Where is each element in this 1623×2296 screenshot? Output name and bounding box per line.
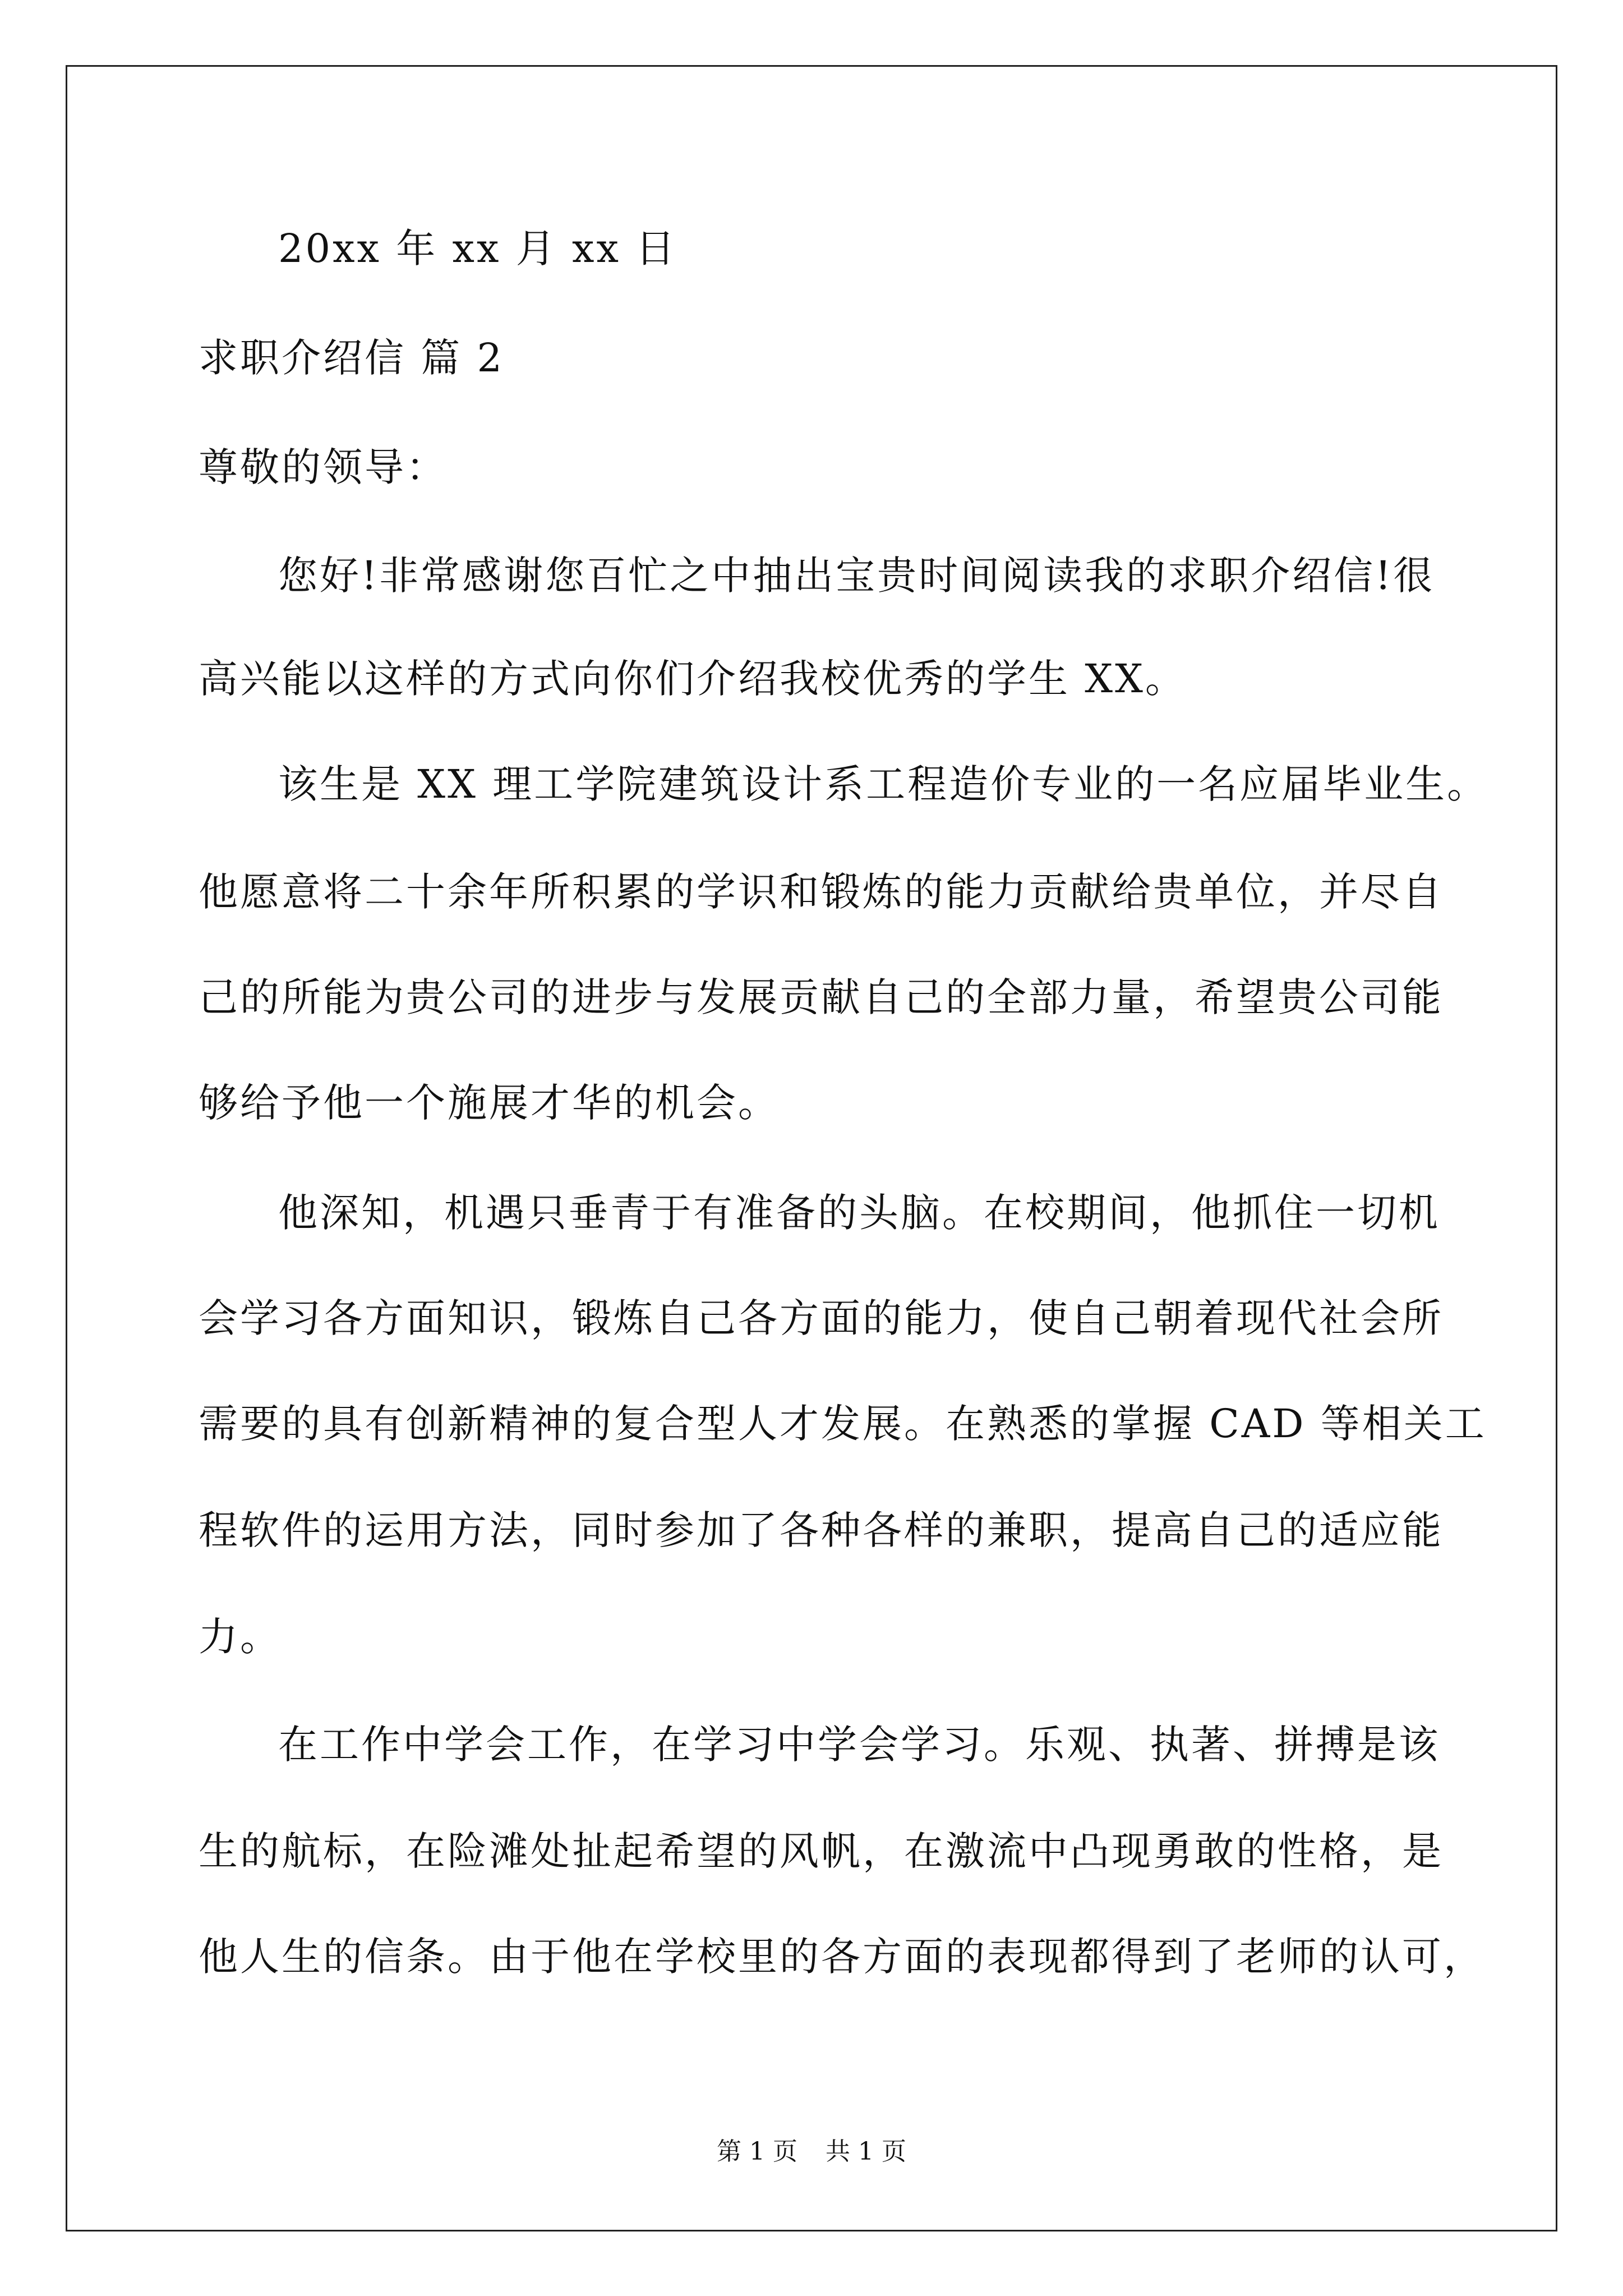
body-line: 您好!非常感谢您百忙之中抽出宝贵时间阅读我的求职介绍信!很 (278, 553, 1435, 599)
body-line: 他深知，机遇只垂青于有准备的头脑。在校期间，他抓住一切机 (278, 1190, 1440, 1236)
date-line: 20xx 年 xx 月 xx 日 (278, 226, 677, 272)
page-number-current: 第 1 页 (717, 2137, 797, 2166)
body-line: 够给予他一个施展才华的机会。 (199, 1080, 780, 1126)
body-line: 他愿意将二十余年所积累的学识和锻炼的能力贡献给贵单位，并尽自 (199, 869, 1444, 915)
body-line: 力。 (199, 1614, 282, 1660)
body-line: 生的航标，在险滩处扯起希望的风帆，在激流中凸现勇敢的性格，是 (199, 1828, 1444, 1874)
body-line: 该生是 XX 理工学院建筑设计系工程造价专业的一名应届毕业生。 (278, 761, 1489, 807)
body-line: 会学习各方面知识，锻炼自己各方面的能力，使自己朝着现代社会所 (199, 1295, 1444, 1341)
salutation: 尊敬的领导： (199, 444, 448, 490)
body-line: 己的所能为贵公司的进步与发展贡献自己的全部力量，希望贵公司能 (199, 974, 1444, 1020)
body-line: 高兴能以这样的方式向你们介绍我校优秀的学生 XX。 (199, 656, 1187, 702)
body-line: 程软件的运用方法，同时参加了各种各样的兼职，提高自己的适应能 (199, 1507, 1444, 1553)
body-line: 在工作中学会工作，在学习中学会学习。乐观、执著、拼搏是该 (278, 1722, 1440, 1768)
page-footer (0, 2135, 1623, 2169)
document-heading: 求职介绍信 篇 2 (199, 335, 505, 381)
page-number-total: 共 1 页 (826, 2137, 906, 2166)
page-frame (66, 65, 1557, 2231)
body-line: 他人生的信条。由于他在学校里的各方面的表现都得到了老师的认可， (199, 1934, 1485, 1980)
body-line: 需要的具有创新精神的复合型人才发展。在熟悉的掌握 CAD 等相关工 (199, 1401, 1487, 1447)
